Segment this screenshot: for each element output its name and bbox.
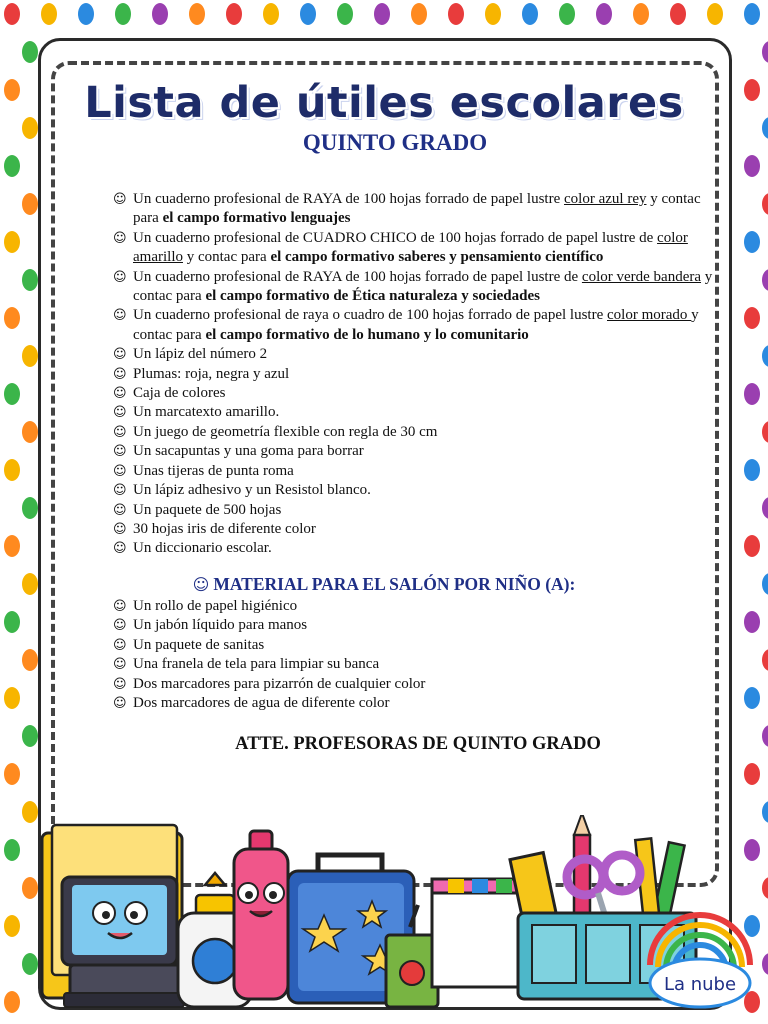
list-item	[113, 442, 713, 461]
polka-dot	[4, 383, 20, 405]
polka-dot	[22, 649, 38, 671]
polka-dot	[4, 3, 20, 25]
polka-dot	[744, 155, 760, 177]
polka-dot	[4, 307, 20, 329]
classroom-item: ☺ Un paquete de sanitas	[113, 636, 713, 655]
list-item-text: Un sacapuntas y una goma para borrar	[133, 443, 364, 460]
list-item-text: Un diccionario escolar.	[133, 540, 272, 557]
polka-dot	[744, 535, 760, 557]
list-item-text: Un cuaderno profesional de raya o cuadro de 100 hojas forrado de papel lustre	[133, 307, 607, 324]
list-item-text: Plumas: roja, negra y azul	[133, 365, 290, 382]
polka-dot	[596, 3, 612, 25]
section-title-text: MATERIAL PARA EL SALÓN POR NIÑO (A):	[213, 574, 576, 594]
polka-dot	[707, 3, 723, 25]
list-item-text: el campo formativo de lo humano y lo comunitario	[205, 326, 529, 343]
classroom-item: ☺ Una franela de tela para limpiar su banca	[113, 655, 713, 674]
list-item-text: Un cuaderno profesional de RAYA de 100 hojas forrado de papel lustre de	[133, 268, 582, 285]
notebook-icon	[432, 879, 524, 987]
polka-dot	[744, 763, 760, 785]
list-item-text: color morado	[607, 307, 692, 324]
list-item-text: color azul rey	[564, 191, 647, 207]
polka-dot	[762, 193, 768, 215]
grade-subtitle: QUINTO GRADO	[302, 130, 488, 155]
la-nube-logo	[650, 915, 750, 1007]
polka-dot	[78, 3, 94, 25]
polka-dot	[226, 3, 242, 25]
list-item	[113, 384, 713, 403]
list-item-text: Un lápiz del número 2	[133, 346, 268, 363]
polka-dot	[189, 3, 205, 25]
list-item	[113, 501, 713, 520]
polka-dot	[744, 687, 760, 709]
polka-dot	[41, 3, 57, 25]
list-item-text: el campo formativo de Ética naturaleza y sociedades	[205, 288, 540, 305]
polka-dot	[762, 345, 768, 367]
list-item	[113, 423, 713, 442]
school-supplies-illustration	[0, 815, 768, 1024]
polka-dot	[4, 231, 20, 253]
list-item-text: Caja de colores	[133, 385, 226, 402]
list-item	[113, 520, 713, 539]
polka-dot	[485, 3, 501, 25]
polka-dot	[4, 687, 20, 709]
polka-dot	[744, 231, 760, 253]
polka-dot	[411, 3, 427, 25]
polka-dot	[744, 307, 760, 329]
polka-dot	[337, 3, 353, 25]
classroom-item: ☺ Un rollo de papel higiénico	[113, 597, 713, 616]
classroom-item: ☺ Dos marcadores de agua de diferente color	[113, 694, 713, 713]
polka-dot	[22, 193, 38, 215]
classroom-section-title	[0, 574, 768, 595]
polka-dot	[744, 611, 760, 633]
list-item-text: y contac para	[133, 268, 713, 305]
computer-icon	[62, 877, 184, 1007]
polka-dot	[22, 345, 38, 367]
list-item	[113, 190, 713, 229]
list-item	[113, 229, 713, 268]
polka-dot	[670, 3, 686, 25]
polka-dot	[4, 535, 20, 557]
polka-dot	[22, 497, 38, 519]
list-item-text: color verde bandera	[581, 268, 702, 285]
classroom-item: ☺ Dos marcadores para pizarrón de cualquier color	[113, 675, 713, 694]
polka-dot	[22, 421, 38, 443]
polka-dot	[762, 497, 768, 519]
list-item-text: y contac para	[133, 307, 699, 343]
list-item-text: Un juego de geometría flexible con regla de 30 cm	[133, 423, 438, 440]
list-item	[113, 345, 713, 364]
polka-dot	[762, 421, 768, 443]
classroom-item: ☺ Un jabón líquido para manos	[113, 616, 713, 635]
list-item	[113, 268, 713, 307]
polka-dot	[263, 3, 279, 25]
polka-dot	[633, 3, 649, 25]
list-item-text: color amarillo	[133, 229, 688, 266]
list-item-text: y contac para	[133, 191, 701, 227]
smiley-icon: ☺	[192, 575, 210, 594]
polka-dot	[4, 155, 20, 177]
polka-dot	[762, 41, 768, 63]
polka-dot	[559, 3, 575, 25]
list-item	[113, 462, 713, 481]
list-item	[113, 539, 713, 558]
list-item-text: Unas tijeras de punta roma	[133, 462, 294, 479]
polka-dot	[4, 763, 20, 785]
list-item-text: el campo formativo lenguajes	[162, 210, 351, 227]
list-item	[113, 365, 713, 384]
polka-dot	[762, 649, 768, 671]
list-item-text: y contac para	[182, 249, 271, 266]
polka-dot	[115, 3, 131, 25]
logo-text: La nube	[663, 974, 737, 995]
polka-dot	[4, 611, 20, 633]
polka-dot	[762, 269, 768, 291]
polka-dot	[4, 459, 20, 481]
list-item	[113, 306, 713, 345]
polka-dot	[300, 3, 316, 25]
list-item-text: Un cuaderno profesional de CUADRO CHICO de 100 hojas forrado de papel lustre de	[133, 229, 658, 246]
list-item-text: Un cuaderno profesional de RAYA de 100 hojas forrado de papel lustre	[133, 191, 565, 207]
polka-dot	[744, 3, 760, 25]
polka-dot	[522, 3, 538, 25]
polka-dot	[374, 3, 390, 25]
list-item	[113, 403, 713, 422]
classroom-list	[113, 597, 713, 713]
polka-dot	[744, 383, 760, 405]
list-item-text: Un marcatexto amarillo.	[133, 404, 280, 421]
list-item-text: Un lápiz adhesivo y un Resistol blanco.	[133, 482, 371, 499]
polka-dot	[22, 269, 38, 291]
list-item-text: el campo formativo saberes y pensamiento científico	[270, 249, 604, 266]
polka-dot	[744, 459, 760, 481]
polka-dot	[152, 3, 168, 25]
supplies-list	[113, 190, 713, 559]
list-item	[113, 481, 713, 500]
signature: ATTE. PROFESORAS DE QUINTO GRADO	[235, 734, 601, 754]
page-title: Lista de útiles escolares	[84, 78, 684, 128]
polka-dot	[22, 41, 38, 63]
marker-icon	[234, 831, 288, 999]
polka-dot	[448, 3, 464, 25]
list-item-text: Un paquete de 500 hojas	[133, 501, 282, 518]
list-item-text: 30 hojas iris de diferente color	[133, 520, 316, 537]
